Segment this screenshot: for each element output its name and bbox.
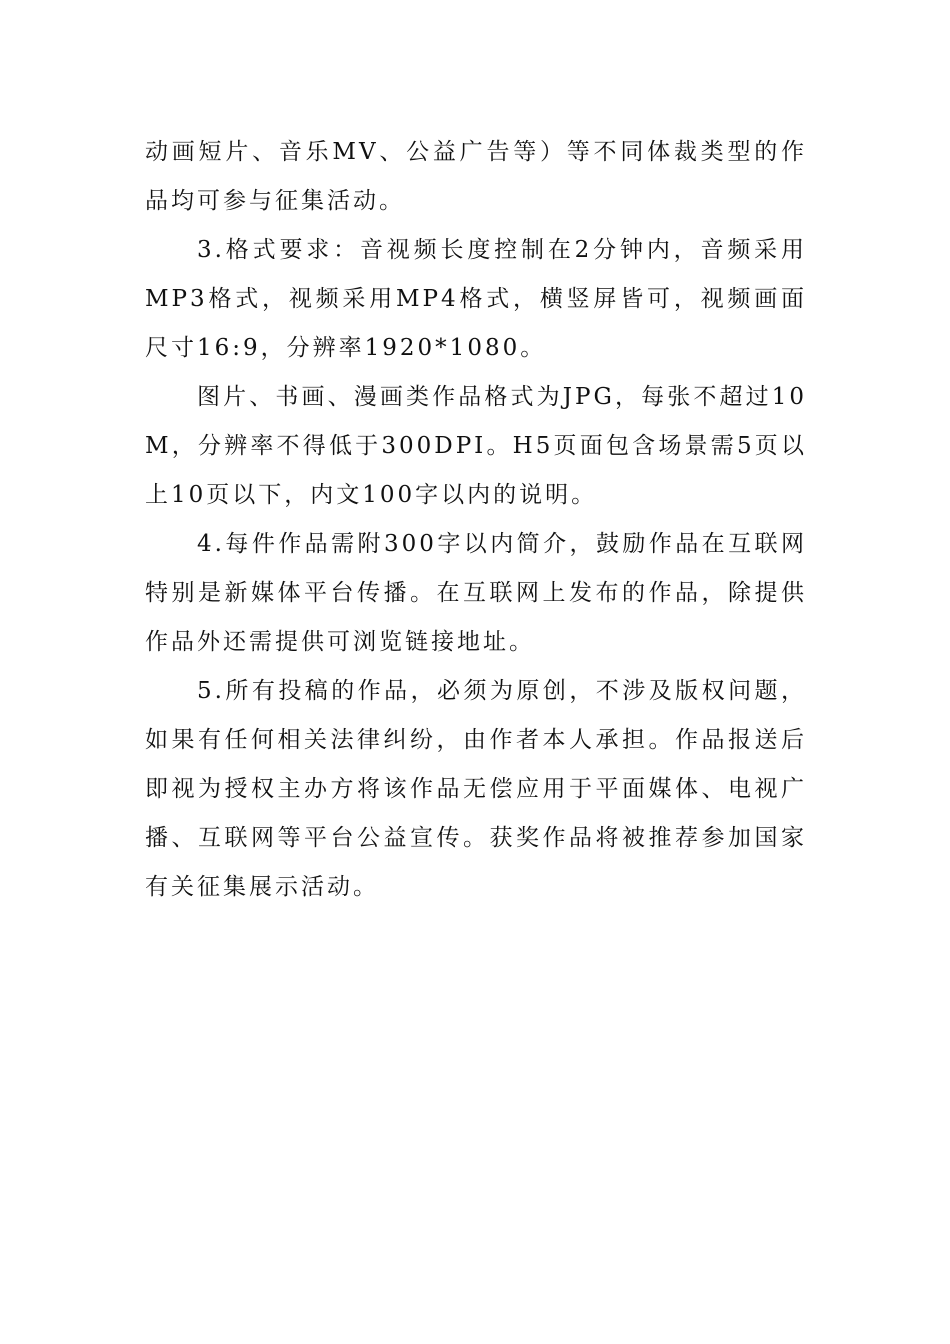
paragraph-image-requirements: 图片、书画、漫画类作品格式为JPG，每张不超过10M，分辨率不得低于300DPI。H5页面包含场景需5页以上10页以下，内文100字以内的说明。 <box>145 384 807 508</box>
paragraph-continuation: 动画短片、音乐MV、公益广告等）等不同体裁类型的作品均可参与征集活动。 <box>145 139 807 214</box>
paragraph-format-requirements: 3.格式要求：音视频长度控制在2分钟内，音频采用MP3格式，视频采用MP4格式，横竖屏皆可，视频画面尺寸16:9，分辨率1920*1080。 <box>145 237 807 361</box>
paragraph-introduction-requirement: 4.每件作品需附300字以内简介，鼓励作品在互联网特别是新媒体平台传播。在互联网上发布的作品，除提供作品外还需提供可浏览链接地址。 <box>145 531 807 655</box>
paragraph-copyright-statement: 5.所有投稿的作品，必须为原创，不涉及版权问题，如果有任何相关法律纠纷，由作者本人承担。作品报送后即视为授权主办方将该作品无偿应用于平面媒体、电视广播、互联网等平台公益宣传。获奖作品将被推荐参加国家有关征集展示活动。 <box>145 678 807 900</box>
document-body <box>145 128 807 912</box>
